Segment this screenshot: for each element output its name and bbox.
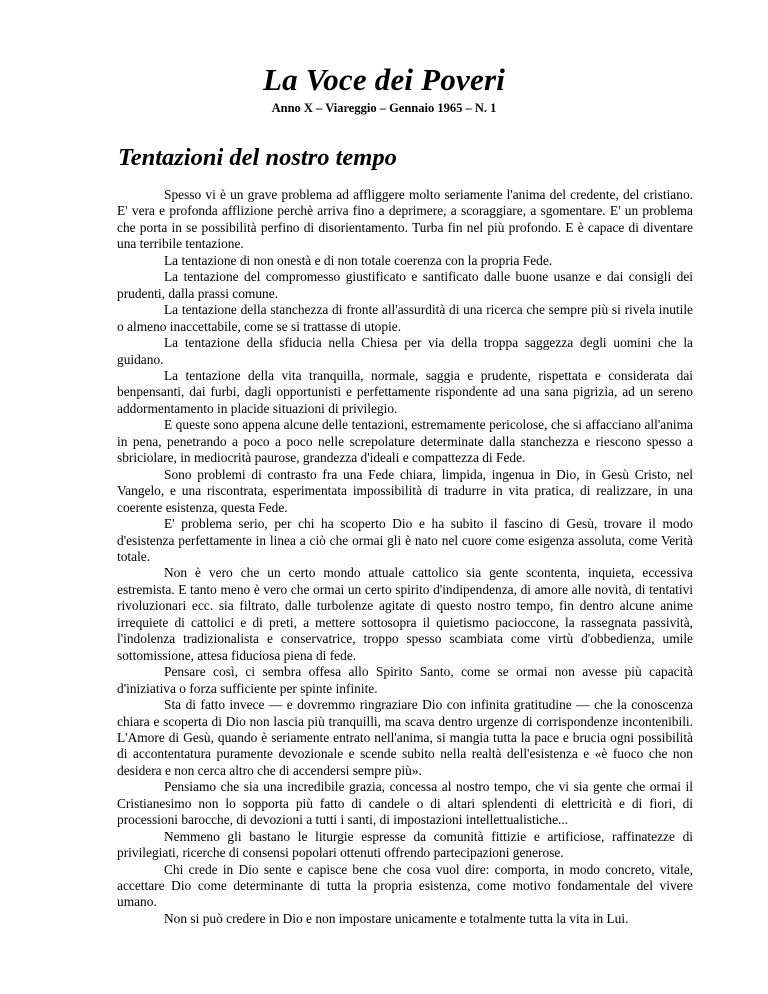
paragraph-12: Sta di fatto invece — e dovremmo ringraziare Dio con infinita gratitudine — che la conoscenza chiara e scoperta di Dio non lascia più tranquilli, ma scava dentro urgenze di corrispondenze incontenibili. L'Amore di Gesù, quando è seriamente entrato nell'anima, si mangia tutta la pace e brucia ogni possibilità di accontentatura puramente devozionale e scende subito nella realtà dell'esistenza e «è fuoco che non desidera e non cerca altro che di accendersi sempre più». [117, 697, 693, 778]
paragraph-3: La tentazione del compromesso giustificato e santificato dalle buone usanze e dai consigli dei prudenti, dalla prassi comune. [117, 269, 693, 301]
article-body [117, 187, 693, 927]
paragraph-9: E' problema serio, per chi ha scoperto Dio e ha subito il fascino di Gesù, trovare il modo d'esistenza perfettamente in linea a ciò che ormai gli è nato nel cuore come esigenza assoluta, come Verità totale. [117, 516, 693, 564]
issue-line: Anno X – Viareggio – Gennaio 1965 – N. 1 [271, 101, 497, 115]
paragraph-14: Nemmeno gli bastano le liturgie espresse da comunità fittizie e artificiose, raffinatezze di privilegiati, ricerche di consensi popolari ottenuti offrendo partecipazioni generose. [117, 828, 693, 861]
paragraph-13: Pensiamo che sia una incredibile grazia, concessa al nostro tempo, che vi sia gente che ormai il Cristianesimo non lo sopporta più fatto di candele o di altari splendenti di elettricità e di fiori, di processioni barocche, di devozioni a tutti i santi, di impostazioni intellettualistiche... [117, 779, 693, 828]
paragraph-4: La tentazione della stanchezza di fronte all'assurdità di una ricerca che sempre più si rivela inutile o almeno inaccettabile, come se si trattasse di utopie. [117, 302, 693, 334]
paragraph-2: La tentazione di non onestà e di non totale coerenza con la propria Fede. [164, 252, 553, 268]
paragraph-1: Spesso vi è un grave problema ad affliggere molto seriamente l'anima del credente, del cristiano. E' vera e profonda afflizione perchè arriva fino a deprimere, a scoraggiare, a sgomentare. E' un problema che porta in se possibilità perfino di disorientamento. Turba fin nel più profondo. E è capace di diventare una terribile tentazione. [117, 187, 693, 252]
newspaper-title: La Voce dei Poveri [262, 62, 506, 97]
masthead [0, 62, 768, 116]
paragraph-8: Sono problemi di contrasto fra una Fede chiara, limpida, ingenua in Dio, in Gesù Cristo, nel Vangelo, e una riscontrata, esperimentata impossibilità di tradurre in vita pratica, di realizzare, in una coerente esistenza, questa Fede. [117, 466, 693, 515]
paragraph-11: Pensare così, ci sembra offesa allo Spirito Santo, come se ormai non avesse più capacità d'iniziativa o forza sufficiente per spinte infinite. [117, 664, 693, 696]
paragraph-16: Non si può credere in Dio e non impostare unicamente e totalmente tutta la vita in Lui. [164, 910, 629, 926]
paragraph-5: La tentazione della sfiducia nella Chiesa per via della troppa saggezza degli uomini che la guidano. [117, 335, 693, 367]
paragraph-15: Chi crede in Dio sente e capisce bene che cosa vuol dire: comporta, in modo concreto, vitale, accettare Dio come determinante di tutta la propria esistenza, come motivo fondamentale del vivere umano. [117, 861, 693, 910]
paragraph-7: E queste sono appena alcune delle tentazioni, estremamente pericolose, che si affacciano all'anima in pena, penetrando a poco a poco nelle screpolature determinate dalla stanchezza e riescono spesso a sbriciolare, in mediocrità paurose, grandezza d'ideali e compattezza di Fede. [117, 417, 693, 466]
paragraph-10: Non è vero che un certo mondo attuale cattolico sia gente scontenta, inquieta, eccessiva estremista. E tanto meno è vero che ormai un certo spirito d'indipendenza, di amore alle novità, di tentativi rivoluzionari ecc. sia filtrato, dalle turbolenze agitate di questo nostro tempo, fin dentro alcune anime irrequiete di cattolici e di preti, a mettere sottosopra il quietismo pacioccone, la rassegnata passività, l'indolenza tradizionalista e conservatrice, troppo spesso scambiata come virtù d'obbedienza, umile sottomissione, attesa fiduciosa piena di fede. [117, 565, 693, 663]
paragraph-6: La tentazione della vita tranquilla, normale, saggia e prudente, rispettata e considerata dai benpensanti, dai furbi, dagli opportunisti e perfettamente rispondente ad una sana pigrizia, ad un sereno addormentamento in placide situazioni di privilegio. [117, 367, 693, 416]
article-title: Tentazioni del nostro tempo [118, 144, 397, 171]
